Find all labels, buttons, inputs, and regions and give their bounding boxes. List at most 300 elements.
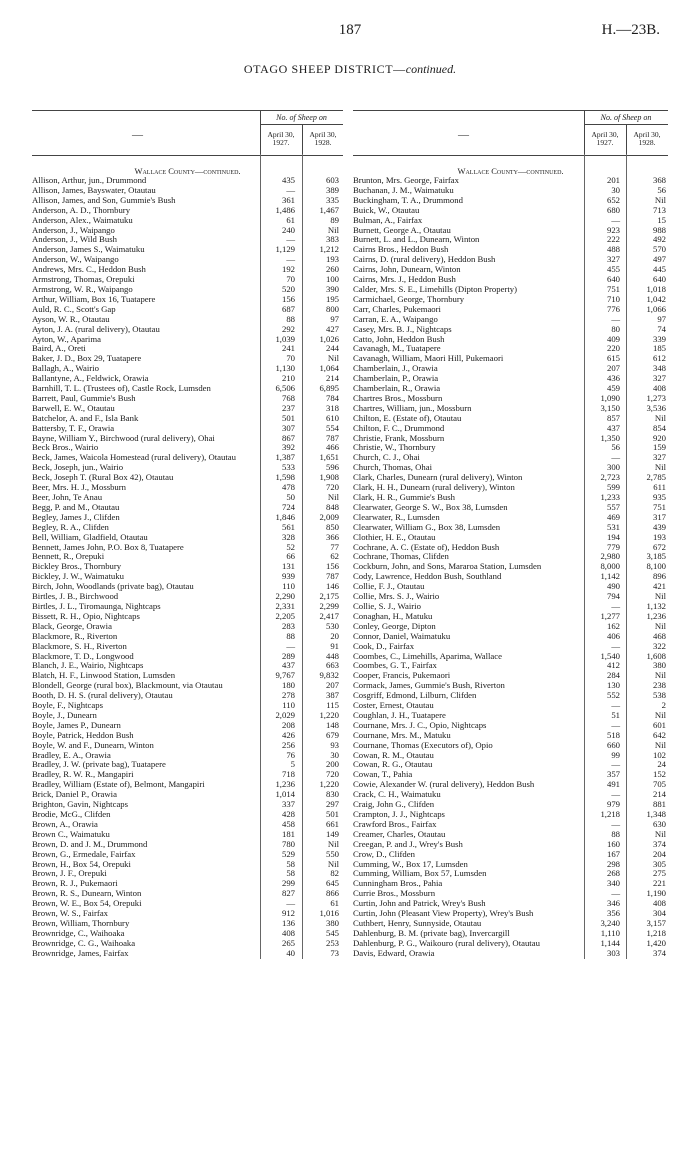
sheep-1928: 2,009 bbox=[319, 511, 339, 522]
sheep-1927: 265 bbox=[281, 937, 295, 948]
sheep-1928: 570 bbox=[652, 244, 666, 255]
sheep-1928: 152 bbox=[652, 769, 666, 780]
sheep-1927: 518 bbox=[606, 729, 620, 740]
right-column-header bbox=[353, 110, 668, 156]
sheep-1927: 488 bbox=[606, 244, 620, 255]
sheep-1927: 240 bbox=[281, 224, 295, 235]
sheep-1928: 214 bbox=[325, 373, 339, 384]
district-title-main: OTAGO SHEEP DISTRICT— bbox=[243, 62, 406, 76]
sheep-1928: 317 bbox=[652, 511, 666, 522]
holder-name: Ayson, W. R., Otautau bbox=[32, 313, 110, 324]
holder-name: Carran, E. A., Waipango bbox=[353, 313, 438, 324]
sheep-1927: 552 bbox=[606, 690, 620, 701]
sheep-1927: 222 bbox=[606, 234, 620, 245]
sheep-1928: 149 bbox=[325, 828, 339, 839]
holder-name: Bayne, William Y., Birchwood (rural delivery), Ohai bbox=[32, 432, 215, 443]
sheep-1927: 52 bbox=[286, 541, 295, 552]
sheep-1927: 2,029 bbox=[275, 709, 295, 720]
left-entries bbox=[32, 176, 343, 959]
holder-name: Bradley, R. W. R., Mangapiri bbox=[32, 769, 134, 780]
sheep-1927: 923 bbox=[606, 224, 620, 235]
holder-name: Clark, Charles, Dunearn (rural delivery), Winton bbox=[353, 472, 523, 483]
sheep-1928: 2 bbox=[661, 700, 666, 711]
sheep-1927: 30 bbox=[611, 184, 620, 195]
holder-name: Ballagh, A., Wairio bbox=[32, 363, 99, 374]
sheep-1928: 2,785 bbox=[646, 472, 666, 483]
holder-name: Beck, James, Waicola Homestead (rural delivery), Otautau bbox=[32, 452, 236, 463]
sheep-1928: 148 bbox=[325, 719, 339, 730]
holder-name: Carr, Charles, Pukemaori bbox=[353, 303, 441, 314]
sheep-1927: 361 bbox=[281, 194, 295, 205]
sheep-1927: 561 bbox=[281, 521, 295, 532]
holder-name: Ayton, W., Aparima bbox=[32, 333, 101, 344]
sheep-1927: 99 bbox=[611, 749, 620, 760]
sheep-1928: Nil bbox=[654, 709, 666, 720]
sheep-1927: — bbox=[286, 640, 295, 651]
sheep-1927: 408 bbox=[281, 927, 295, 938]
holder-name: Cowan, R. M., Otautau bbox=[353, 749, 434, 760]
sheep-1928: 253 bbox=[325, 937, 339, 948]
holder-name: Clark, H. R., Gummie's Bush bbox=[353, 492, 455, 502]
holder-name: Baird, A., Oreti bbox=[32, 343, 86, 354]
sheep-1927: 208 bbox=[281, 719, 295, 730]
holder-name: Burnett, George A., Otautau bbox=[353, 224, 451, 235]
sheep-1927: 2,723 bbox=[600, 472, 620, 483]
right-entries bbox=[353, 176, 668, 959]
sheep-1927: 1,142 bbox=[600, 571, 620, 582]
sheep-1928: 611 bbox=[653, 482, 666, 493]
holder-name: Crampton, J. J., Nightcaps bbox=[353, 809, 445, 819]
sheep-1927: — bbox=[611, 719, 620, 730]
holder-name: Brown, R. S., Dunearn, Winton bbox=[32, 888, 142, 899]
sheep-1927: 912 bbox=[281, 908, 295, 919]
sheep-1928: 1,467 bbox=[319, 204, 339, 215]
sheep-1928: 185 bbox=[652, 343, 666, 354]
sheep-1927: 130 bbox=[606, 680, 620, 691]
holder-name: Buckingham, T. A., Drummond bbox=[353, 194, 463, 205]
holder-name: Cowan, R. G., Otautau bbox=[353, 759, 433, 770]
sheep-1928: 146 bbox=[325, 581, 339, 592]
holder-name: Calder, Mrs. S. E., Limehills (Dipton Property) bbox=[353, 283, 517, 294]
sheep-1928: Nil bbox=[327, 858, 339, 869]
sheep-1928: 2,175 bbox=[319, 591, 339, 602]
sheep-1928: 374 bbox=[652, 947, 666, 958]
holder-name: Brown, J. F., Orepuki bbox=[32, 868, 107, 879]
sheep-1928: 221 bbox=[652, 878, 666, 889]
holder-name: Brown, W. S., Fairfax bbox=[32, 908, 109, 919]
sheep-1928: 1,218 bbox=[646, 927, 666, 938]
sheep-1928: 297 bbox=[325, 799, 339, 810]
sheep-1928: 20 bbox=[330, 630, 339, 641]
sheep-count-heading: No. of Sheep on bbox=[260, 113, 343, 125]
holder-name: Birtles, J. L., Tiromaunga, Nightcaps bbox=[32, 600, 161, 611]
table-row bbox=[32, 642, 343, 652]
holder-name: Brown, A., Orawia bbox=[32, 818, 98, 829]
sheep-1927: 289 bbox=[281, 650, 295, 661]
holder-name: Beer, Mrs. H. J., Mossburn bbox=[32, 482, 127, 493]
district-title bbox=[0, 62, 700, 77]
sheep-1928: Nil bbox=[654, 670, 666, 681]
holder-name: Bradley, E. A., Orawia bbox=[32, 749, 111, 760]
sheep-1928: 380 bbox=[325, 917, 339, 928]
sheep-1927: 478 bbox=[281, 482, 295, 493]
sheep-1928: 339 bbox=[652, 333, 666, 344]
sheep-1927: 529 bbox=[281, 848, 295, 859]
holder-name: Bissett, R. H., Opio, Nightcaps bbox=[32, 610, 140, 621]
holder-name: Allison, Arthur, jun., Drummond bbox=[32, 175, 147, 185]
holder-name: Barrett, Paul, Gummie's Bush bbox=[32, 392, 136, 403]
report-reference: H.—23B. bbox=[601, 22, 660, 38]
sheep-1928: 448 bbox=[325, 650, 339, 661]
holder-name: Brown C., Waimatuku bbox=[32, 828, 110, 839]
sheep-1928: 1,212 bbox=[319, 244, 339, 255]
sheep-1927: 1,233 bbox=[600, 492, 620, 502]
sheep-1927: 435 bbox=[281, 175, 295, 185]
sheep-1927: 356 bbox=[606, 908, 620, 919]
sheep-count-heading: No. of Sheep on bbox=[584, 113, 668, 125]
sheep-1927: — bbox=[286, 234, 295, 245]
holder-name: Batchelor, A. and F., Isla Bank bbox=[32, 412, 139, 423]
sheep-1928: 30 bbox=[330, 749, 339, 760]
sheep-1928: 368 bbox=[652, 175, 666, 185]
holder-name: Dahlenburg, B. M. (private bag), Invercargill bbox=[353, 927, 510, 938]
sheep-1928: 102 bbox=[652, 749, 666, 760]
sheep-1928: 751 bbox=[652, 501, 666, 512]
sheep-1928: 1,026 bbox=[319, 333, 339, 344]
holder-name: Cody, Lawrence, Heddon Bush, Southland bbox=[353, 571, 502, 582]
sheep-1928: 77 bbox=[330, 541, 339, 552]
holder-name: Begley, James J., Clifden bbox=[32, 511, 120, 522]
holder-name: Bradley, William (Estate of), Belmont, Mangapiri bbox=[32, 779, 205, 790]
sheep-1927: 136 bbox=[281, 917, 295, 928]
sheep-1927: — bbox=[611, 214, 620, 225]
holder-name: Cairns, D. (rural delivery), Heddon Bush bbox=[353, 254, 496, 265]
holder-name: Creamer, Charles, Otautau bbox=[353, 828, 446, 839]
sheep-1927: 180 bbox=[281, 680, 295, 691]
holder-name: Conaghan, H., Matuku bbox=[353, 610, 433, 621]
holder-name: Chilton, E. (Estate of), Otautau bbox=[353, 412, 462, 423]
sheep-1928: 1,908 bbox=[319, 472, 339, 483]
sheep-1928: 854 bbox=[652, 422, 666, 433]
column-rule bbox=[584, 154, 585, 959]
sheep-1928: Nil bbox=[654, 739, 666, 750]
sheep-1928: 640 bbox=[652, 274, 666, 285]
holder-name: Blanch, J. E., Wairio, Nightcaps bbox=[32, 660, 144, 671]
sheep-1927: 256 bbox=[281, 739, 295, 750]
holder-name: Anderson, James S., Waimatuku bbox=[32, 244, 145, 255]
sheep-1928: 612 bbox=[652, 353, 666, 364]
holder-name: Ballantyne, A., Feldwick, Orawia bbox=[32, 373, 149, 384]
holder-name: Black, George, Orawia bbox=[32, 620, 112, 631]
sheep-1928: 3,157 bbox=[646, 917, 666, 928]
holder-name: Crow, D., Clifden bbox=[353, 848, 415, 859]
holder-name: Anderson, J., Waipango bbox=[32, 224, 115, 235]
holder-name: Collie, S. J., Wairio bbox=[353, 600, 421, 611]
holder-name: Brownridge, James, Fairfax bbox=[32, 947, 129, 958]
holder-name: Cavanagh, M., Tuatapere bbox=[353, 343, 441, 354]
sheep-1928: 305 bbox=[652, 858, 666, 869]
sheep-1927: 458 bbox=[281, 818, 295, 829]
sheep-1928: 193 bbox=[652, 531, 666, 542]
sheep-1927: 298 bbox=[606, 858, 620, 869]
holder-name: Bickley, J. W., Waimatuku bbox=[32, 571, 124, 582]
sheep-1928: 73 bbox=[330, 947, 339, 958]
sheep-1927: 58 bbox=[286, 858, 295, 869]
sheep-1928: 214 bbox=[652, 789, 666, 800]
sheep-1927: 8,000 bbox=[600, 561, 620, 572]
holder-name: Bickley Bros., Thornbury bbox=[32, 561, 122, 572]
sheep-1928: 1,016 bbox=[319, 908, 339, 919]
sheep-1928: 1,420 bbox=[646, 937, 666, 948]
holder-name: Coughlan, J. H., Tuatapere bbox=[353, 709, 446, 720]
sheep-1928: 318 bbox=[325, 402, 339, 413]
holder-name: Boyle, W. and F., Dunearn, Winton bbox=[32, 739, 154, 750]
sheep-1927: 1,129 bbox=[275, 244, 295, 255]
sheep-1927: 40 bbox=[286, 947, 295, 958]
holder-name: Boyle, J., Dunearn bbox=[32, 709, 97, 720]
sheep-1928: Nil bbox=[654, 591, 666, 602]
holder-name: Beck, Joseph, jun., Wairio bbox=[32, 462, 124, 473]
sheep-1928: 2,299 bbox=[319, 600, 339, 611]
sheep-1927: 66 bbox=[286, 551, 295, 562]
holder-name: Anderson, A. D., Thornbury bbox=[32, 204, 131, 215]
sheep-1928: 238 bbox=[652, 680, 666, 691]
sheep-1927: 3,150 bbox=[600, 402, 620, 413]
sheep-1928: 366 bbox=[325, 531, 339, 542]
sheep-1928: 91 bbox=[330, 640, 339, 651]
holder-name: Buchanan, J. M., Waimatuku bbox=[353, 184, 454, 195]
holder-name: Cournane, Mrs. M., Matuku bbox=[353, 729, 451, 740]
sheep-1928: 850 bbox=[325, 521, 339, 532]
sheep-1927: — bbox=[611, 759, 620, 770]
sheep-1928: 530 bbox=[325, 620, 339, 631]
sheep-1928: 601 bbox=[652, 719, 666, 730]
holder-name: Brown, D. and J. M., Drummond bbox=[32, 838, 148, 849]
holder-name: Curtin, John and Patrick, Wrey's Bush bbox=[353, 898, 486, 909]
holder-name: Barwell, E. W., Otautau bbox=[32, 402, 115, 413]
sheep-1928: 610 bbox=[325, 412, 339, 423]
sheep-1928: 787 bbox=[325, 432, 339, 443]
sheep-1928: 466 bbox=[325, 442, 339, 453]
sheep-1928: 1,236 bbox=[646, 610, 666, 621]
column-rule bbox=[302, 154, 303, 959]
sheep-1927: 768 bbox=[281, 392, 295, 403]
holder-name: Cairns Bros., Heddon Bush bbox=[353, 244, 449, 255]
holder-name: Cochrane, Thomas, Clifden bbox=[353, 551, 449, 562]
sheep-1927: 501 bbox=[281, 412, 295, 423]
holder-name: Cuthbert, Henry, Sunnyside, Otautau bbox=[353, 917, 482, 928]
sheep-1927: 1,846 bbox=[275, 511, 295, 522]
sheep-1927: 776 bbox=[606, 303, 620, 314]
holder-name: Currie Bros., Mossburn bbox=[353, 888, 436, 899]
sheep-1927: 1,090 bbox=[600, 392, 620, 403]
sheep-1927: 1,277 bbox=[600, 610, 620, 621]
holder-name: Casey, Mrs. B. J., Nightcaps bbox=[353, 323, 452, 334]
holder-name: Cooper, Francis, Pukemaori bbox=[353, 670, 451, 681]
sheep-1928: 207 bbox=[325, 680, 339, 691]
sheep-1927: 939 bbox=[281, 571, 295, 582]
sheep-1927: 437 bbox=[281, 660, 295, 671]
holder-name: Clearwater, William G., Box 38, Lumsden bbox=[353, 521, 501, 532]
sheep-1928: 156 bbox=[325, 561, 339, 572]
holder-name: Bulman, A., Fairfax bbox=[353, 214, 423, 225]
sheep-1928: 705 bbox=[652, 779, 666, 790]
holder-name: Armstrong, Thomas, Orepuki bbox=[32, 274, 135, 285]
sheep-1928: 260 bbox=[325, 264, 339, 275]
holder-name: Blackmore, R., Riverton bbox=[32, 630, 118, 641]
holder-name: Christie, Frank, Mossburn bbox=[353, 432, 445, 443]
sheep-1927: 346 bbox=[606, 898, 620, 909]
sheep-1927: — bbox=[611, 313, 620, 324]
sheep-1928: 82 bbox=[330, 868, 339, 879]
holder-name: Baker, J. D., Box 29, Tuatapere bbox=[32, 353, 142, 364]
left-column bbox=[32, 110, 343, 959]
holder-name: Crack, C. H., Waimatuku bbox=[353, 789, 441, 800]
sheep-1927: 780 bbox=[281, 838, 295, 849]
holder-name: Buick, W., Otautau bbox=[353, 204, 420, 215]
sheep-1927: 220 bbox=[606, 343, 620, 354]
holder-name: Clearwater, George S. W., Box 38, Lumsden bbox=[353, 501, 508, 512]
sheep-1928: 383 bbox=[325, 234, 339, 245]
sheep-1927: — bbox=[611, 818, 620, 829]
sheep-1928: 672 bbox=[652, 541, 666, 552]
sheep-1927: 299 bbox=[281, 878, 295, 889]
holder-name: Cosgriff, Edmond, Lilburn, Clifden bbox=[353, 690, 477, 701]
sheep-1927: 131 bbox=[281, 561, 295, 572]
sheep-1928: 663 bbox=[325, 660, 339, 671]
sheep-1928: 1,132 bbox=[646, 600, 666, 611]
sheep-1927: 794 bbox=[606, 591, 620, 602]
sheep-1928: 244 bbox=[325, 343, 339, 354]
holder-name: Blondell, George (rural box), Blackmount, via Otautau bbox=[32, 680, 223, 691]
sheep-1928: 304 bbox=[652, 908, 666, 919]
holder-name: Birtles, J. B., Birchwood bbox=[32, 591, 119, 602]
table-row bbox=[353, 949, 668, 959]
sheep-1928: 374 bbox=[652, 838, 666, 849]
holder-name: Bell, William, Gladfield, Otautau bbox=[32, 531, 148, 542]
sheep-1927: 718 bbox=[281, 769, 295, 780]
county-heading: Wallace County—continued. bbox=[457, 166, 564, 176]
holder-name: Auld, R. C., Scott's Gap bbox=[32, 303, 116, 314]
year-1927-heading: April 30, 1927. bbox=[267, 130, 295, 147]
name-column-heading: — bbox=[458, 129, 469, 141]
sheep-1928: 2,417 bbox=[319, 610, 339, 621]
sheep-1927: 533 bbox=[281, 462, 295, 473]
table-row bbox=[353, 325, 668, 335]
district-title-continued: continued. bbox=[405, 62, 457, 76]
sheep-1927: 2,290 bbox=[275, 591, 295, 602]
holder-name: Chartres Bros., Mossburn bbox=[353, 392, 443, 403]
sheep-1927: 490 bbox=[606, 581, 620, 592]
sheep-1927: 307 bbox=[281, 422, 295, 433]
sheep-1928: 713 bbox=[652, 204, 666, 215]
year-1928-heading: April 30, 1928. bbox=[309, 130, 337, 147]
sheep-1928: Nil bbox=[654, 620, 666, 631]
holder-name: Clark, H. H., Dunearn (rural delivery), Winton bbox=[353, 482, 515, 493]
holder-name: Beck Bros., Wairio bbox=[32, 442, 99, 453]
sheep-1927: 56 bbox=[611, 442, 620, 453]
holder-name: Brownridge, C. G., Waihoaka bbox=[32, 937, 136, 948]
sheep-1928: 335 bbox=[325, 194, 339, 205]
sheep-1927: 88 bbox=[286, 630, 295, 641]
sheep-1928: 1,608 bbox=[646, 650, 666, 661]
sheep-1927: 436 bbox=[606, 373, 620, 384]
holder-name: Beer, John, Te Anau bbox=[32, 492, 103, 502]
sheep-1928: 97 bbox=[330, 313, 339, 324]
sheep-1927: 337 bbox=[281, 799, 295, 810]
sheep-1927: 615 bbox=[606, 353, 620, 364]
sheep-1928: 800 bbox=[325, 303, 339, 314]
sheep-1928: Nil bbox=[654, 412, 666, 423]
holder-name: Cowie, Alexander W. (rural delivery), Heddon Bush bbox=[353, 779, 535, 790]
sheep-1927: 167 bbox=[606, 848, 620, 859]
holder-name: Anderson, Alex., Waimatuku bbox=[32, 214, 133, 225]
sheep-1928: 896 bbox=[652, 571, 666, 582]
holder-name: Cairns, John, Dunearn, Winton bbox=[353, 264, 461, 275]
holder-name: Boyle, James P., Dunearn bbox=[32, 719, 121, 730]
holder-name: Coombes, G. T., Fairfax bbox=[353, 660, 437, 671]
holder-name: Anderson, J., Wild Bush bbox=[32, 234, 117, 245]
sheep-1927: 160 bbox=[606, 838, 620, 849]
sheep-1928: 193 bbox=[325, 254, 339, 265]
sheep-1927: 268 bbox=[606, 868, 620, 879]
page-header bbox=[0, 22, 700, 42]
sheep-1927: 459 bbox=[606, 383, 620, 394]
sheep-1928: 1,018 bbox=[646, 283, 666, 294]
holder-name: Boyle, F., Nightcaps bbox=[32, 700, 103, 711]
sheep-1928: 501 bbox=[325, 809, 339, 819]
sheep-1928: Nil bbox=[654, 462, 666, 473]
sheep-1927: 1,039 bbox=[275, 333, 295, 344]
holder-name: Allison, James, Bayswater, Otautau bbox=[32, 184, 156, 195]
holder-name: Collie, F. J., Otautau bbox=[353, 581, 425, 592]
holder-name: Barnhill, T. L. (Trustees of), Castle Rock, Lumsden bbox=[32, 383, 211, 394]
holder-name: Chartres, William, jun., Mossburn bbox=[353, 402, 472, 413]
sheep-1928: 1,220 bbox=[319, 709, 339, 720]
sheep-1928: 603 bbox=[325, 175, 339, 185]
sheep-1927: 210 bbox=[281, 373, 295, 384]
sheep-1928: 387 bbox=[325, 690, 339, 701]
sheep-1927: 520 bbox=[281, 283, 295, 294]
holder-name: Brown, William, Thornbury bbox=[32, 917, 130, 928]
sheep-1928: 881 bbox=[652, 799, 666, 810]
sheep-1928: 445 bbox=[652, 264, 666, 275]
year-1928-heading: April 30, 1928. bbox=[633, 130, 661, 147]
holder-name: Cumming, W., Box 17, Lumsden bbox=[353, 858, 468, 869]
holder-name: Anderson, W., Waipango bbox=[32, 254, 119, 265]
holder-name: Brodie, McG., Clifden bbox=[32, 809, 111, 819]
sheep-1927: 2,980 bbox=[600, 551, 620, 562]
sheep-1928: 661 bbox=[325, 818, 339, 829]
sheep-1928: 62 bbox=[330, 551, 339, 562]
holder-name: Church, C. J., Ohai bbox=[353, 452, 420, 463]
right-column bbox=[353, 110, 668, 959]
sheep-1928: 1,064 bbox=[319, 363, 339, 374]
holder-name: Andrews, Mrs. C., Heddon Bush bbox=[32, 264, 146, 275]
sheep-1927: — bbox=[611, 888, 620, 899]
sheep-1927: 51 bbox=[611, 709, 620, 720]
sheep-1928: 348 bbox=[652, 363, 666, 374]
holder-name: Birch, John, Woodlands (private bag), Otautau bbox=[32, 581, 194, 592]
column-rule bbox=[260, 154, 261, 959]
sheep-1928: 97 bbox=[657, 313, 666, 324]
sheep-1927: 241 bbox=[281, 343, 295, 354]
sheep-1927: 237 bbox=[281, 402, 295, 413]
sheep-1927: 392 bbox=[281, 442, 295, 453]
sheep-1927: 283 bbox=[281, 620, 295, 631]
sheep-1928: 596 bbox=[325, 462, 339, 473]
sheep-1927: 406 bbox=[606, 630, 620, 641]
